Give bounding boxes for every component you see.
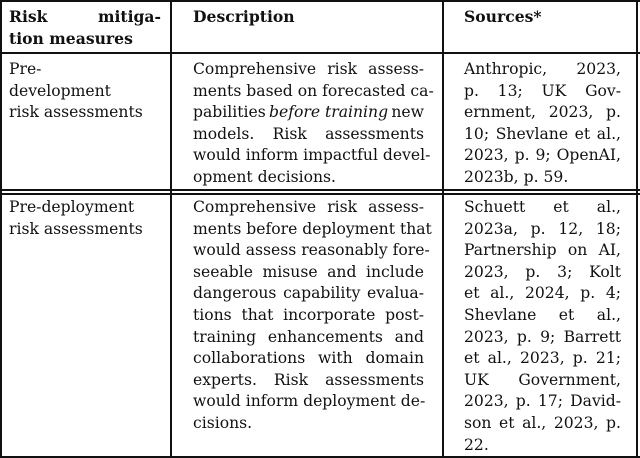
row1-src-line3: ernment, 2023, p. [464, 103, 621, 122]
row2-measure-line2: risk assessments [9, 219, 143, 238]
row1-desc-line5: would inform impactful devel- [193, 146, 431, 165]
header-divider [0, 52, 640, 54]
header-description-label: Description [193, 7, 295, 26]
row2-src-line1: Schuett et al., [464, 198, 621, 216]
row1-desc-line1: Comprehensive risk assess- [193, 60, 424, 78]
row1-desc-line3 [193, 102, 424, 124]
row1-measure-line2: development [9, 81, 111, 100]
row2-src-line8: et al., 2023, p. 21; [464, 349, 621, 368]
row2-src-line4: 2023, p. 3; Kolt [464, 262, 621, 281]
header-col1-line2: tion measures [9, 28, 133, 48]
column-divider-1 [170, 0, 172, 458]
row2-src-line10: 2023, p. 17; David- [464, 392, 621, 411]
row1-measure [9, 59, 161, 124]
row2-desc-line10: would inform deployment de- [193, 392, 426, 411]
row2-src-line2: 2023a, p. 12, 18; [464, 219, 621, 238]
row1-desc-line3-post: new [391, 103, 424, 122]
row1-src-line1: Anthropic, 2023, [464, 60, 621, 78]
row2-measure-line1: Pre-deployment [9, 198, 135, 216]
row1-src-line5: 2023, p. 9; OpenAI, [464, 146, 621, 165]
row1-description [193, 59, 434, 189]
row1-sources [464, 59, 621, 189]
row2-desc-line1: Comprehensive risk assess- [193, 198, 424, 216]
row2-desc-line8: collaborations with domain [193, 349, 424, 368]
row2-desc-line4: seeable misuse and include [193, 262, 424, 281]
row1-desc-line3-pre: pabilities [193, 103, 266, 122]
row2-src-line11: son et al., 2023, p. [464, 413, 621, 432]
row2-src-line7: 2023, p. 9; Barrett [464, 327, 621, 346]
row1-measure-line3: risk assessments [9, 103, 143, 122]
table-border-right [636, 0, 638, 458]
row1-desc-line6: opment decisions. [193, 167, 336, 186]
row2-desc-line9: experts. Risk assessments [193, 370, 424, 389]
row2-measure [9, 197, 161, 240]
header-col1-line1: Risk mitiga- [9, 7, 161, 26]
row2-desc-line6: tions that incorporate post- [193, 305, 424, 324]
row1-desc-line4: models. Risk assessments [193, 124, 424, 143]
table-border-left [0, 0, 2, 458]
row2-src-line12: 22. [464, 435, 489, 454]
row1-desc-line3-emphasis: before training [269, 103, 389, 122]
row1-desc-line2: ments based on forecasted ca- [193, 81, 434, 100]
row1-src-line4: 10; Shevlane et al., [464, 124, 621, 143]
column-divider-2 [442, 0, 444, 458]
row2-sources [464, 197, 621, 456]
row1-src-line2: p. 13; UK Gov- [464, 81, 621, 100]
row2-src-line5: et al., 2024, p. 4; [464, 284, 621, 303]
row2-desc-line5: dangerous capability evalua- [193, 284, 424, 303]
row2-src-line9: UK Government, [464, 370, 621, 389]
row2-desc-line2: ments before deployment that [193, 219, 432, 238]
row2-src-line6: Shevlane et al., [464, 305, 621, 324]
row1-measure-line1: Pre- [9, 60, 42, 78]
header-sources-label: Sources* [464, 7, 542, 26]
row2-src-line3: Partnership on AI, [464, 241, 621, 260]
table-border-top [0, 0, 640, 2]
row2-description [193, 197, 432, 435]
row-divider-second [0, 193, 640, 195]
header-sources [464, 6, 624, 28]
row2-desc-line3: would assess reasonably fore- [193, 241, 430, 260]
row2-desc-line7: training enhancements and [193, 327, 424, 346]
row-divider [0, 189, 640, 191]
header-risk-mitigation [9, 6, 161, 49]
header-description [193, 6, 423, 28]
row2-desc-line11: cisions. [193, 413, 253, 432]
row1-src-line6: 2023b, p. 59. [464, 167, 569, 186]
